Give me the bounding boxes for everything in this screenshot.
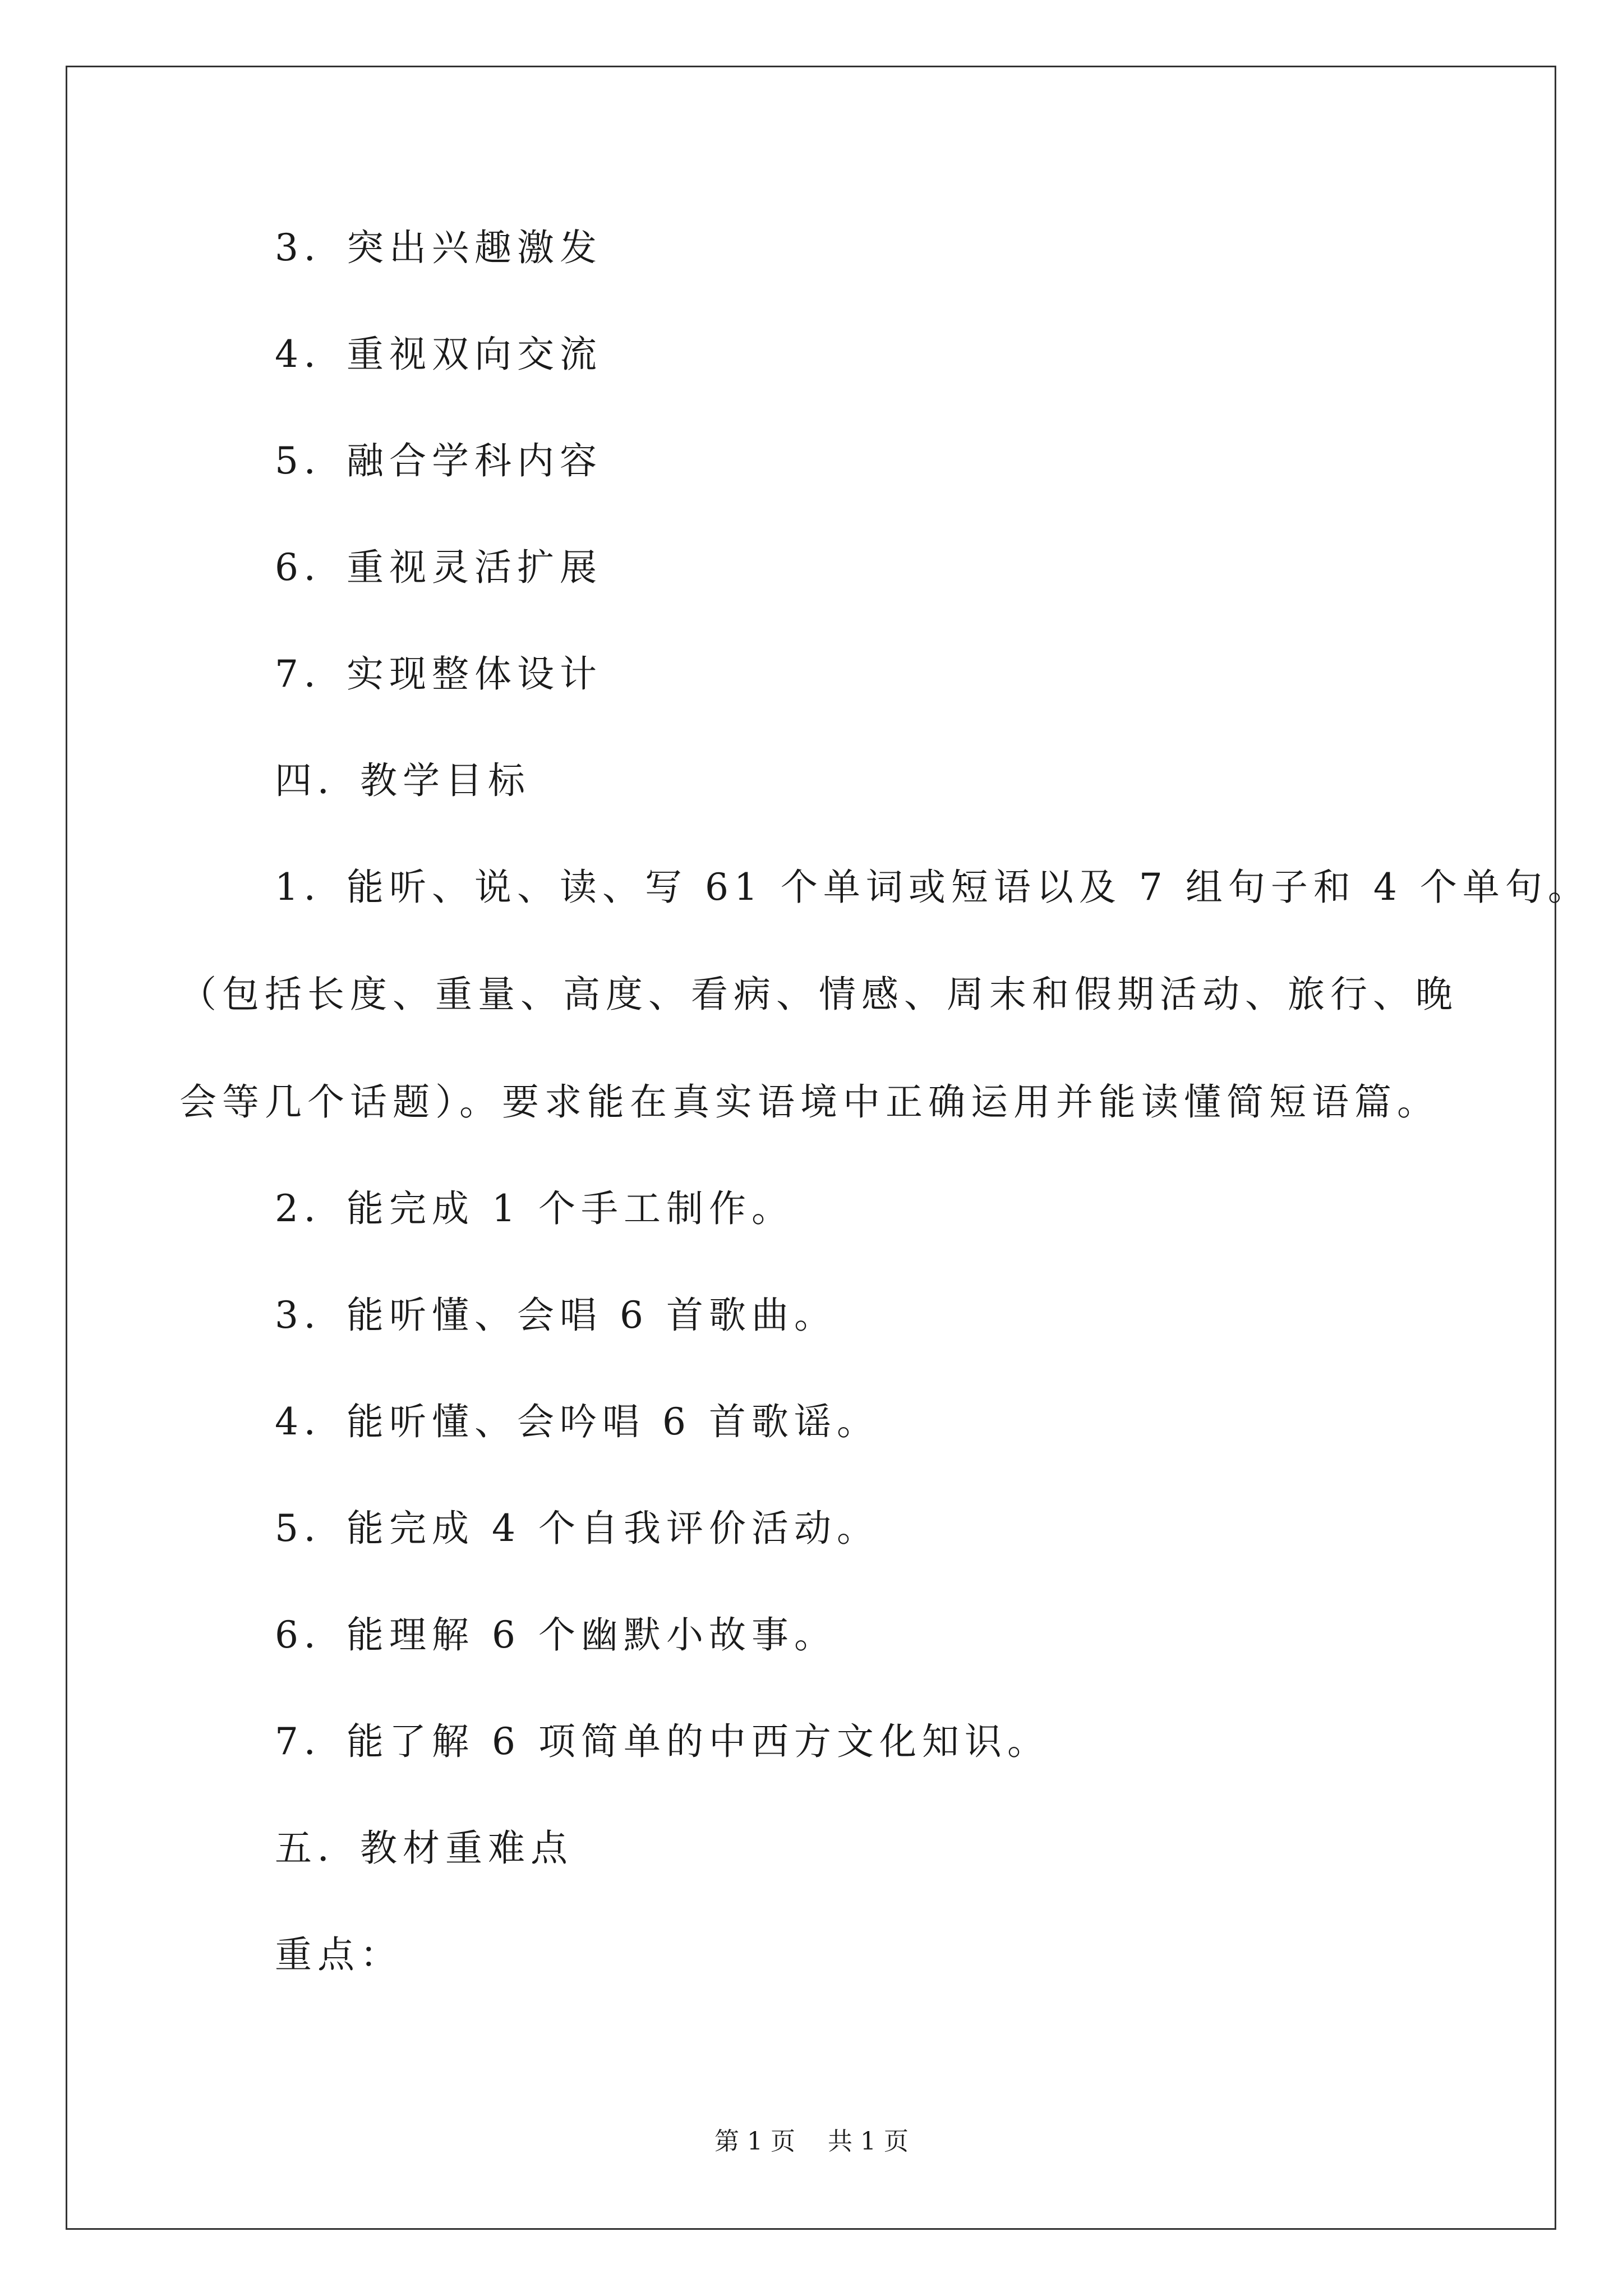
- list-item: 5．融合学科内容: [275, 439, 602, 482]
- page-border: [66, 66, 1556, 2230]
- list-item: 5．能完成 4 个自我评价活动。: [275, 1507, 879, 1550]
- list-item: 6．能理解 6 个幽默小故事。: [275, 1613, 837, 1657]
- list-item: 1．能听、说、读、写 61 个单词或短语以及 7 组句子和 4 个单句。: [275, 866, 1590, 909]
- paragraph-continuation: （包括长度、重量、高度、看病、情感、周末和假期活动、旅行、晚: [179, 973, 1458, 1016]
- page-footer: 第 1 页 共 1 页: [714, 2127, 909, 2156]
- list-item: 3．能听懂、会唱 6 首歌曲。: [275, 1294, 837, 1337]
- subheading: 重点：: [275, 1933, 403, 1976]
- list-item: 6．重视灵活扩展: [275, 546, 602, 589]
- list-item: 4．重视双向交流: [275, 333, 602, 376]
- list-item: 3．突出兴趣激发: [275, 226, 602, 269]
- list-item: 4．能听懂、会吟唱 6 首歌谣。: [275, 1400, 879, 1443]
- section-heading: 四．教学目标: [275, 759, 531, 802]
- list-item: 2．能完成 1 个手工制作。: [275, 1187, 794, 1230]
- paragraph-continuation: 会等几个话题）。要求能在真实语境中正确运用并能读懂简短语篇。: [179, 1080, 1440, 1124]
- section-heading: 五．教材重难点: [275, 1826, 573, 1870]
- list-item: 7．实现整体设计: [275, 652, 602, 696]
- list-item: 7．能了解 6 项简单的中西方文化知识。: [275, 1720, 1050, 1763]
